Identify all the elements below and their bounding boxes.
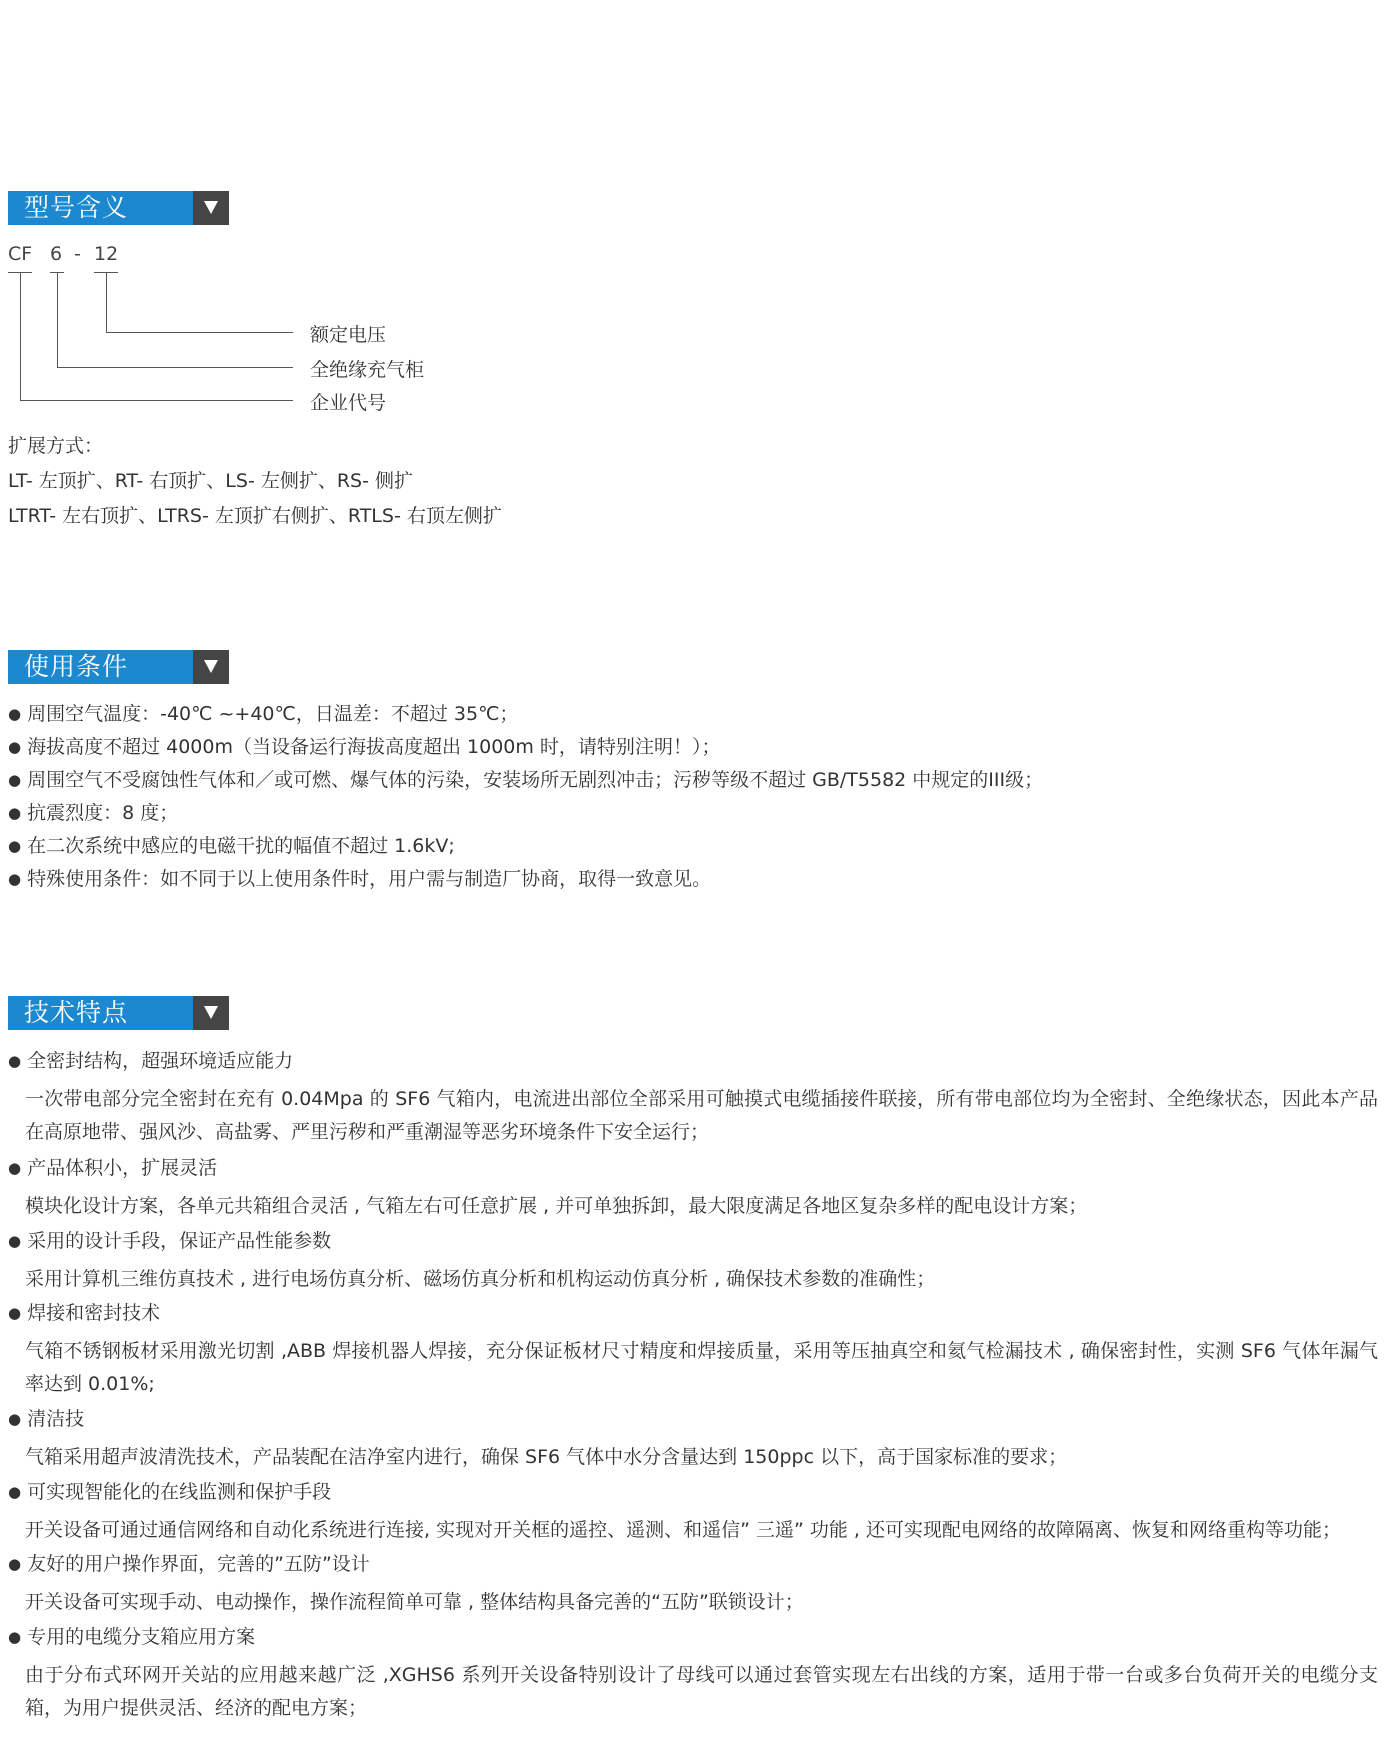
feature-desc: 开关设备可实现手动、电动操作，操作流程简单可靠 , 整体结构具备完善的“五防”联锁设计； xyxy=(25,1591,804,1613)
section-title: 技术特点 xyxy=(8,996,193,1030)
list-item: ● 海拔高度不超过 4000m（当设备运行海拔高度超出 1000m 时，请特别注明！）； xyxy=(8,731,1043,764)
feature-desc: 模块化设计方案，各单元共箱组合灵活 , 气箱左右可任意扩展 , 并可单独拆卸，最大限度满足各地区复杂多样的配电设计方案； xyxy=(25,1195,1088,1217)
legend-company-code: 企业代号 xyxy=(310,392,387,414)
feature-desc: 气箱不锈钢板材采用激光切割 ,ABB 焊接机器人焊接，充分保证板材尺寸精度和焊接质量，采用等压抽真空和氦气检漏技术 , 确保密封性，实测 SF6 气体年漏气率达到 0.01%; xyxy=(25,1340,1378,1395)
feature-item xyxy=(8,1548,1393,1619)
model-code-part: 12 xyxy=(94,243,119,265)
feature-title: ● 焊接和密封技术 xyxy=(8,1297,1393,1331)
section-header-features xyxy=(8,996,229,1030)
feature-item xyxy=(8,1403,1393,1474)
model-code-diagram xyxy=(0,265,300,405)
feature-desc: 气箱采用超声波清洗技术，产品装配在洁净室内进行，确保 SF6 气体中水分含量达到 150ppc 以下，高于国家标准的要求； xyxy=(25,1446,1068,1468)
list-item: ● 周围空气温度：-40℃ ~+40℃，日温差：不超过 35℃； xyxy=(8,698,1043,731)
feature-title: ● 采用的设计手段，保证产品性能参数 xyxy=(8,1225,1393,1259)
list-item: ● 抗震烈度：8 度； xyxy=(8,797,1043,830)
feature-title: ● 全密封结构，超强环境适应能力 xyxy=(8,1045,1393,1079)
list-item: ● 特殊使用条件：如不同于以上使用条件时，用户需与制造厂协商，取得一致意见。 xyxy=(8,863,1043,896)
expansion-title: 扩展方式： xyxy=(8,435,104,457)
feature-desc: 由于分布式环网开关站的应用越来越广泛 ,XGHS6 系列开关设备特别设计了母线可以通过套管实现左右出线的方案，适用于带一台或多台负荷开关的电缆分支箱，为用户提供灵活、经济的配电方案； xyxy=(25,1664,1378,1719)
feature-title: ● 友好的用户操作界面，完善的”五防”设计 xyxy=(8,1548,1393,1582)
feature-item xyxy=(8,1297,1393,1401)
feature-desc: 一次带电部分完全密封在充有 0.04Mpa 的 SF6 气箱内，电流进出部位全部采用可触摸式电缆插接件联接，所有带电部位均为全密封、全绝缘状态，因此本产品在高原地带、强风沙、高盐雾、严里污秽和严重潮湿等恶劣环境条件下安全运行； xyxy=(25,1088,1378,1143)
feature-title: ● 专用的电缆分支箱应用方案 xyxy=(8,1621,1393,1655)
section-title: 使用条件 xyxy=(8,650,193,684)
model-code-part: CF xyxy=(8,243,33,265)
section-header-conditions xyxy=(8,650,229,684)
feature-item xyxy=(8,1225,1393,1296)
section-arrow[interactable] xyxy=(193,996,229,1030)
model-code-part: - xyxy=(74,243,81,265)
list-item: ● 在二次系统中感应的电磁干扰的幅值不超过 1.6kV; xyxy=(8,830,1043,863)
feature-title: ● 清洁技 xyxy=(8,1403,1393,1437)
section-arrow[interactable] xyxy=(193,191,229,225)
list-item: ● 周围空气不受腐蚀性气体和／或可燃、爆气体的污染，安装场所无剧烈冲击；污秽等级不超过 GB/T5582 中规定的III级； xyxy=(8,764,1043,797)
feature-item xyxy=(8,1152,1393,1223)
expansion-line-2: LTRT- 左右顶扩、LTRS- 左顶扩右侧扩、RTLS- 右顶左侧扩 xyxy=(8,505,502,527)
section-title: 型号含义 xyxy=(8,191,193,225)
triangle-down-icon xyxy=(204,201,218,214)
feature-item xyxy=(8,1621,1393,1725)
expansion-line-1: LT- 左顶扩、RT- 右顶扩、LS- 左侧扩、RS- 侧扩 xyxy=(8,470,414,492)
triangle-down-icon xyxy=(204,1006,218,1019)
feature-item xyxy=(8,1476,1393,1547)
section-header-model xyxy=(8,191,229,225)
feature-title: ● 产品体积小，扩展灵活 xyxy=(8,1152,1393,1186)
feature-desc: 开关设备可通过通信网络和自动化系统进行连接, 实现对开关框的遥控、遥测、和遥信” 三遥” 功能 , 还可实现配电网络的故障隔离、恢复和网络重构等功能； xyxy=(25,1519,1341,1541)
model-code-part: 6 xyxy=(50,243,63,265)
legend-rated-voltage: 额定电压 xyxy=(310,324,387,346)
feature-title: ● 可实现智能化的在线监测和保护手段 xyxy=(8,1476,1393,1510)
feature-item xyxy=(8,1045,1393,1149)
legend-insulated-cabinet: 全绝缘充气柜 xyxy=(310,359,425,381)
conditions-list xyxy=(8,698,1043,896)
feature-desc: 采用计算机三维仿真技术 , 进行电场仿真分析、磁场仿真分析和机构运动仿真分析 , 确保技术参数的准确性； xyxy=(25,1268,936,1290)
section-arrow[interactable] xyxy=(193,650,229,684)
triangle-down-icon xyxy=(204,660,218,673)
